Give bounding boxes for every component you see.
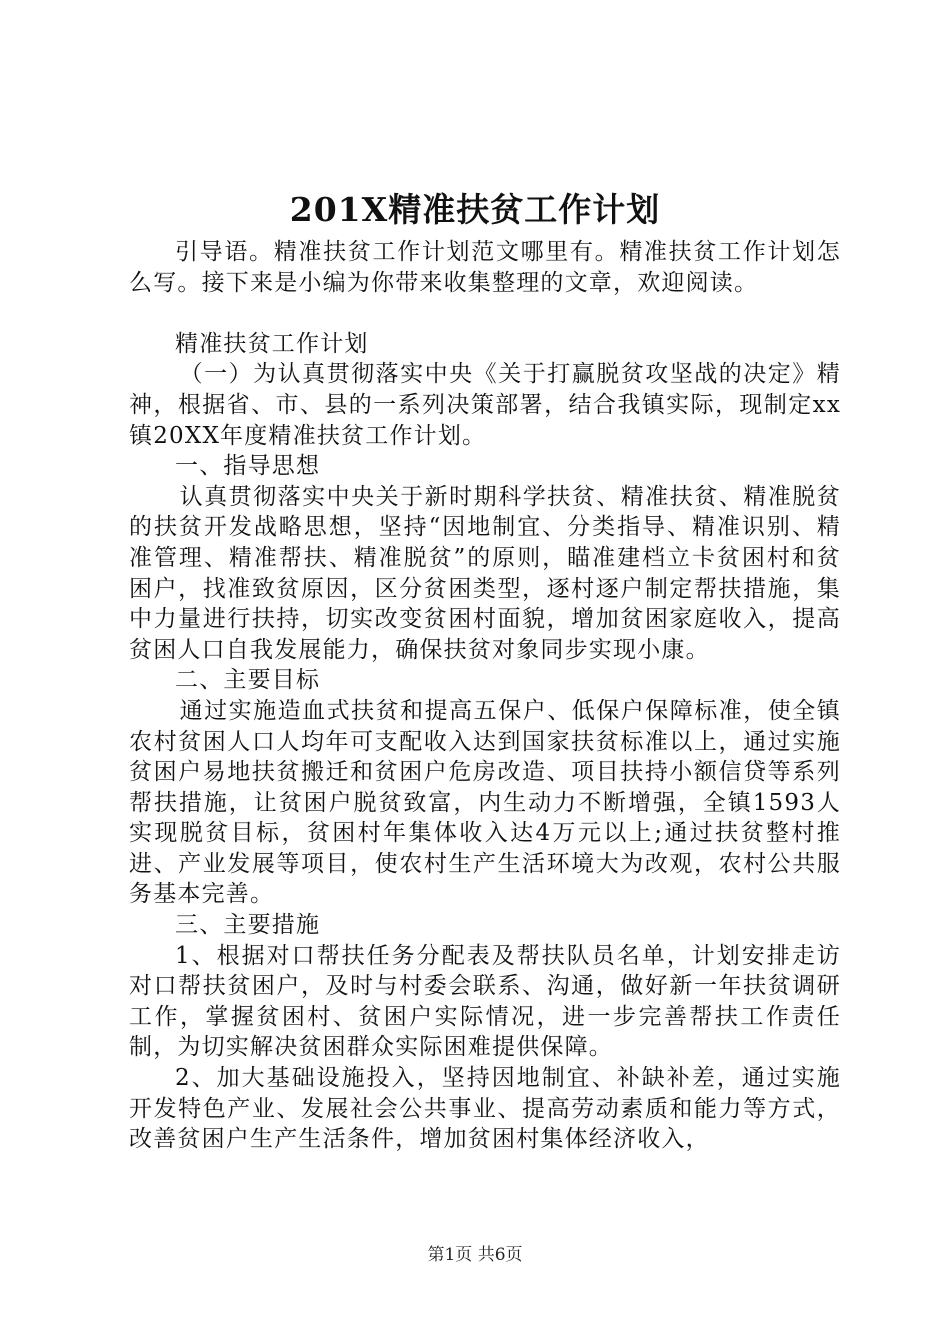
page-number: 第1页 共6页 <box>427 1245 523 1265</box>
section-heading-guiding-thought: 一、指导思想 <box>175 453 321 480</box>
section-heading-plan: 精准扶贫工作计划 <box>175 330 369 357</box>
document-title: 201X精准扶贫工作计划 <box>289 190 661 229</box>
intro-paragraph: 引导语。精准扶贫工作计划范文哪里有。精准扶贫工作计划怎么写。接下来是小编为你带来收集整理的文章，欢迎阅读。 <box>129 239 841 296</box>
paragraph-preface: （一）为认真贯彻落实中央《关于打赢脱贫攻坚战的决定》精神，根据省、市、县的一系列决策部署，结合我镇实际，现制定xx镇20XX年度精准扶贫工作计划。 <box>129 361 841 449</box>
blank-line <box>129 298 841 329</box>
paragraph-main-goals: 通过实施造血式扶贫和提高五保户、低保户保障标准，使全镇农村贫困人口人均年可支配收入达到国家扶贫标准以上，通过实施贫困户易地扶贫搬迁和贫困户危房改造、项目扶持小额信贷等系列帮扶措施，让贫困户脱贫致富，内生动力不断增强，全镇1593人实现脱贫目标，贫困村年集体收入达4万元以上;通过扶贫整村推进、产业发展等项目，使农村生产生活环境大为改观，农村公共服务基本完善。 <box>129 697 841 908</box>
paragraph-measure-2: 2、加大基础设施投入，坚持因地制宜、补缺补差，通过实施开发特色产业、发展社会公共事业、提高劳动素质和能力等方式，改善贫困户生产生活条件，增加贫困村集体经济收入， <box>129 1065 841 1153</box>
section-heading-main-measures: 三、主要措施 <box>175 912 321 939</box>
document-body <box>129 237 841 1155</box>
paragraph-measure-1: 1、根据对口帮扶任务分配表及帮扶队员名单，计划安排走访对口帮扶贫困户，及时与村委会联系、沟通，做好新一年扶贫调研工作，掌握贫困村、贫困户实际情况，进一步完善帮扶工作责任制，为切实解决贫困群众实际困难提供保障。 <box>129 942 841 1061</box>
paragraph-guiding-thought: 认真贯彻落实中央关于新时期科学扶贫、精准扶贫、精准脱贫的扶贫开发战略思想，坚持“因地制宜、分类指导、精准识别、精准管理、精准帮扶、精准脱贫”的原则，瞄准建档立卡贫困村和贫困户，找准致贫原因，区分贫困类型，逐村逐户制定帮扶措施，集中力量进行扶持，切实改变贫困村面貌，增加贫困家庭收入，提高贫困人口自我发展能力，确保扶贫对象同步实现小康。 <box>129 483 841 663</box>
section-heading-main-goals: 二、主要目标 <box>175 667 321 694</box>
